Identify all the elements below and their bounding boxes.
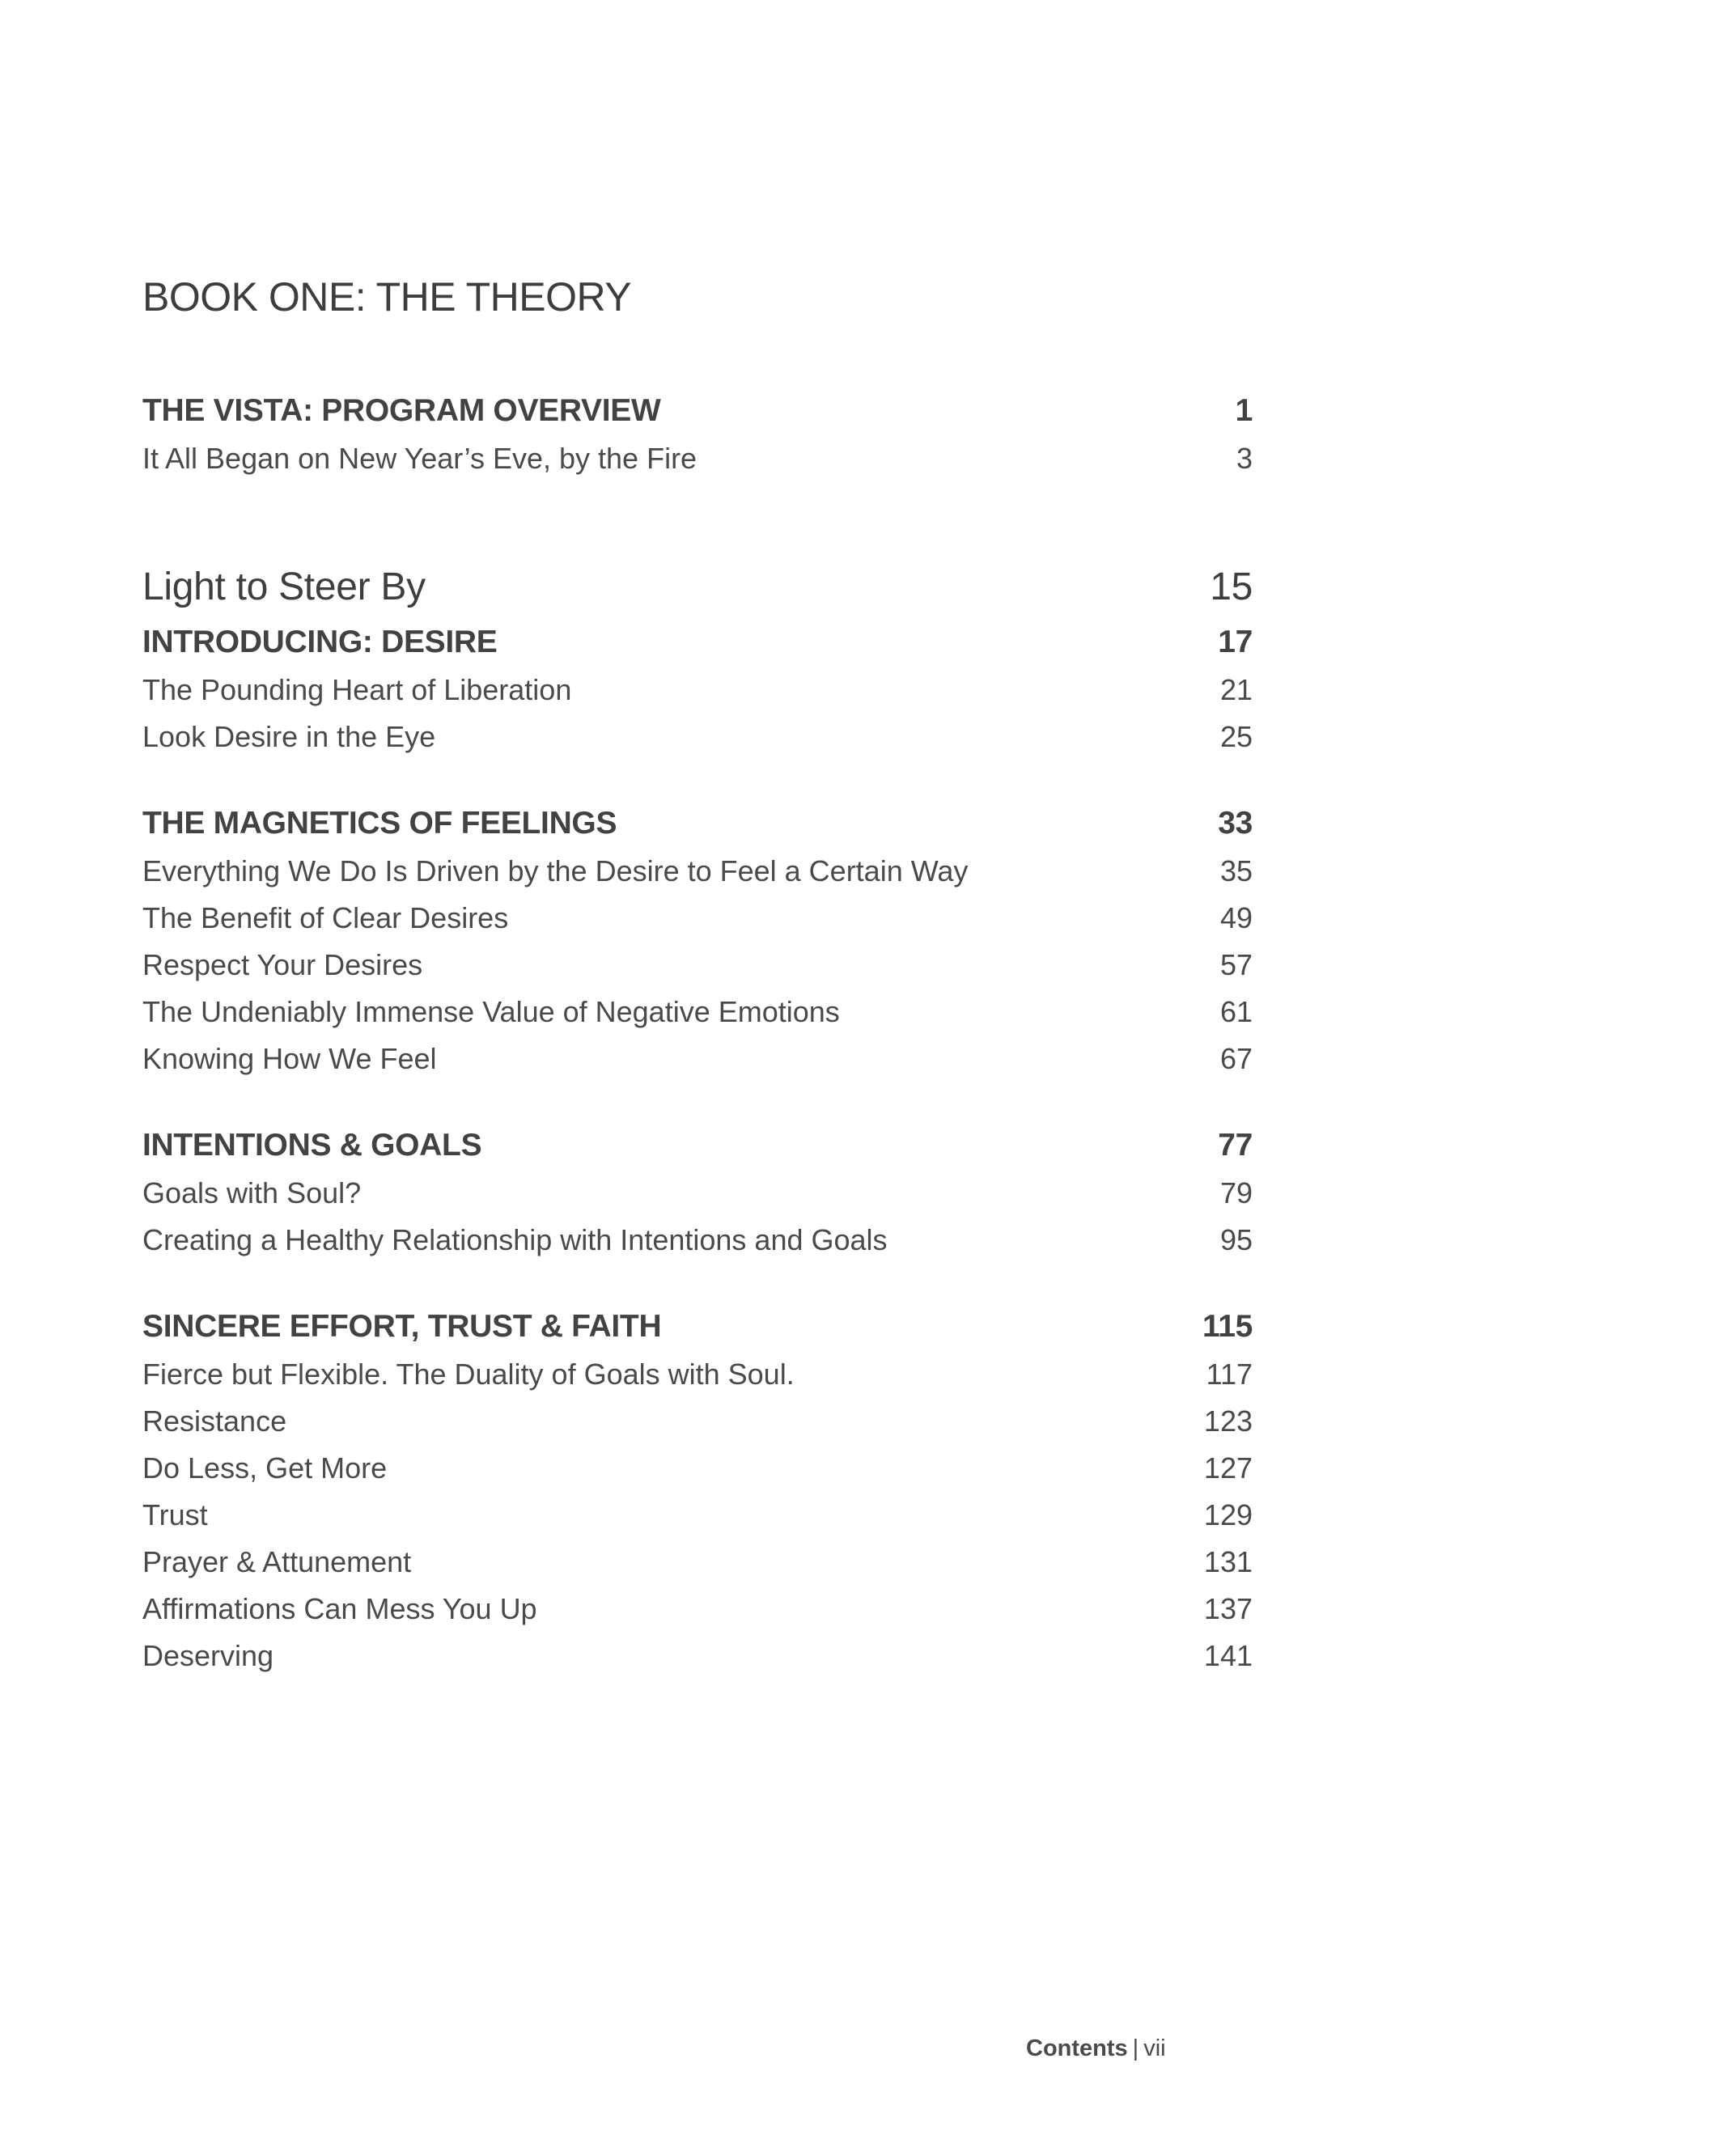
footer-label: Contents — [1026, 2035, 1128, 2061]
toc-entry[interactable] — [142, 942, 1253, 989]
part-title: Light to Steer By — [142, 565, 426, 608]
toc-part-heading[interactable] — [142, 557, 1253, 618]
page-number: 131 — [1203, 1545, 1253, 1578]
section-title: SINCERE EFFORT, TRUST & FAITH — [142, 1309, 662, 1344]
toc-entry[interactable] — [142, 1217, 1253, 1264]
toc-section-heading[interactable] — [142, 618, 1253, 667]
page-number: 123 — [1203, 1404, 1253, 1438]
entry-title: Creating a Healthy Relationship with Intentions and Goals — [142, 1223, 888, 1256]
page-number: 49 — [1219, 901, 1253, 934]
page-number: 25 — [1219, 720, 1253, 753]
page-number: 95 — [1219, 1223, 1253, 1256]
entry-title: The Undeniably Immense Value of Negative Emotions — [142, 995, 840, 1028]
toc-section-feelings — [142, 799, 1253, 1082]
entry-title: Fierce but Flexible. The Duality of Goals with Soul. — [142, 1358, 795, 1391]
page-number: 15 — [1210, 565, 1253, 608]
page-number: 35 — [1219, 854, 1253, 887]
toc-entry[interactable] — [142, 1492, 1253, 1539]
toc-entry[interactable] — [142, 895, 1253, 942]
toc-entry[interactable] — [142, 1633, 1253, 1679]
entry-title: Resistance — [142, 1404, 287, 1438]
toc-entry[interactable] — [142, 667, 1253, 714]
toc-entry[interactable] — [142, 1398, 1253, 1445]
toc-section-vista — [142, 387, 1253, 482]
entry-title: Affirmations Can Mess You Up — [142, 1592, 537, 1625]
table-of-contents — [142, 387, 1253, 1718]
toc-entry[interactable] — [142, 989, 1253, 1036]
page-number: 115 — [1202, 1309, 1253, 1344]
page-number: 137 — [1203, 1592, 1253, 1625]
toc-entry[interactable] — [142, 1539, 1253, 1586]
entry-title: Everything We Do Is Driven by the Desire to Feel a Certain Way — [142, 854, 969, 887]
page-number: 127 — [1203, 1451, 1253, 1485]
page-number: 61 — [1219, 995, 1253, 1028]
page-number: 1 — [1235, 393, 1253, 428]
toc-entry[interactable] — [142, 1586, 1253, 1633]
entry-title: Trust — [142, 1498, 208, 1531]
entry-title: Look Desire in the Eye — [142, 720, 436, 753]
page-footer — [1026, 2035, 1166, 2062]
entry-title: Do Less, Get More — [142, 1451, 388, 1485]
page-number: 33 — [1218, 806, 1253, 841]
section-title: INTRODUCING: DESIRE — [142, 625, 498, 659]
toc-part — [142, 557, 1253, 618]
page-number: 21 — [1219, 673, 1253, 706]
toc-section-heading[interactable] — [142, 387, 1253, 435]
toc-entry[interactable] — [142, 435, 1253, 482]
footer-separator: | — [1132, 2035, 1139, 2061]
entry-title: It All Began on New Year’s Eve, by the Fire — [142, 442, 697, 475]
toc-entry[interactable] — [142, 1170, 1253, 1217]
entry-title: The Benefit of Clear Desires — [142, 901, 509, 934]
page-number: 57 — [1219, 948, 1253, 981]
entry-title: Goals with Soul? — [142, 1176, 362, 1209]
page-number: 17 — [1218, 625, 1253, 659]
toc-section-heading[interactable] — [142, 1121, 1253, 1170]
toc-entry[interactable] — [142, 1036, 1253, 1082]
entry-title: The Pounding Heart of Liberation — [142, 673, 572, 706]
toc-entry[interactable] — [142, 714, 1253, 760]
toc-section-desire — [142, 618, 1253, 760]
footer-page-number: vii — [1143, 2035, 1166, 2061]
entry-title: Knowing How We Feel — [142, 1042, 437, 1075]
page-number: 77 — [1218, 1128, 1253, 1163]
toc-entry[interactable] — [142, 848, 1253, 895]
toc-section-heading[interactable] — [142, 1302, 1253, 1351]
section-title: THE MAGNETICS OF FEELINGS — [142, 806, 617, 841]
entry-title: Respect Your Desires — [142, 948, 423, 981]
section-title: THE VISTA: PROGRAM OVERVIEW — [142, 393, 661, 428]
toc-section-intentions — [142, 1121, 1253, 1264]
section-title: INTENTIONS & GOALS — [142, 1128, 482, 1163]
page-number: 67 — [1219, 1042, 1253, 1075]
book-title: BOOK ONE: THE THEORY — [142, 274, 632, 320]
toc-entry[interactable] — [142, 1351, 1253, 1398]
toc-entry[interactable] — [142, 1445, 1253, 1492]
page-number: 3 — [1236, 442, 1253, 475]
page-number: 79 — [1219, 1176, 1253, 1209]
page-number: 117 — [1206, 1358, 1253, 1391]
entry-title: Prayer & Attunement — [142, 1545, 412, 1578]
toc-section-heading[interactable] — [142, 799, 1253, 848]
page-number: 129 — [1203, 1498, 1253, 1531]
toc-section-effort — [142, 1302, 1253, 1679]
entry-title: Deserving — [142, 1639, 274, 1672]
page-number: 141 — [1203, 1639, 1253, 1672]
